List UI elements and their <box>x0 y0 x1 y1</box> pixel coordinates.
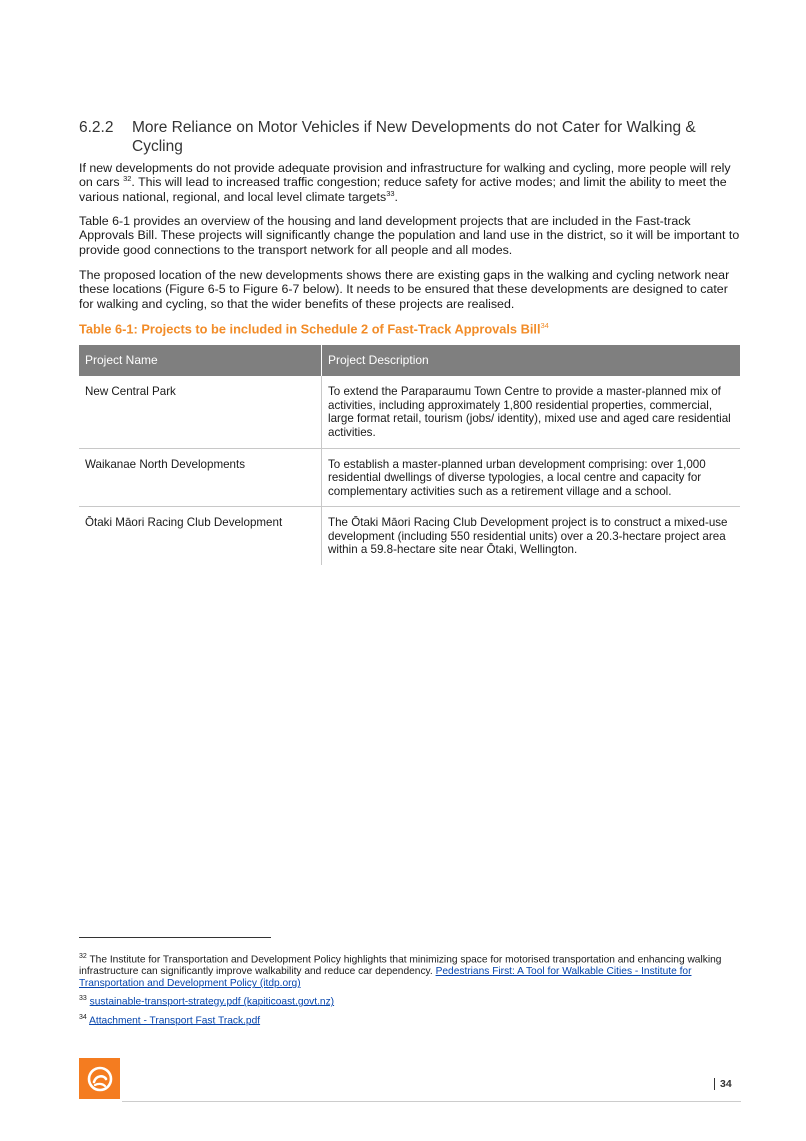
table-row <box>79 448 740 507</box>
project-description-cell: To establish a master-planned urban development comprising: over 1,000 residential dwellings of diverse typologies, a local centre and capacity for complementary activities such as a retirement village and a school. <box>322 448 741 507</box>
footnote-34 <box>79 1012 739 1027</box>
footnote-ref-32[interactable]: 32 <box>123 174 132 184</box>
footnote-33-link[interactable]: sustainable-transport-strategy.pdf (kapiticoast.govt.nz) <box>89 996 335 1008</box>
table-caption: Table 6-1: Projects to be included in Schedule 2 of Fast-Track Approvals Bill$^{34}$ <box>79 321 549 337</box>
footnote-33 <box>79 993 739 1008</box>
table-row <box>79 376 740 448</box>
footnote-separator <box>79 937 271 938</box>
project-description-cell: The Ōtaki Māori Racing Club Development project is to construct a mixed-use development (including 550 residential units) over a 20.3-hectare project area within a 59.8-hectare site near Ōtaki, Wellington. <box>322 507 741 565</box>
paragraph-2: Table 6-1 provides an overview of the housing and land development projects that are included in the Fast-track Approvals Bill. These projects will significantly change the population and land use in the district, so it will be important to provide good connections to the transport network for all people and all modes. <box>79 214 740 257</box>
footnote-34-link[interactable]: Attachment - Transport Fast Track.pdf <box>89 1015 261 1027</box>
footnote-number: 33 <box>79 995 87 1002</box>
page-number: 34 <box>714 1078 732 1090</box>
section-heading <box>79 118 739 156</box>
footnote-32: $^{32}$ The Institute for Transportation and Development Policy highlights that minimizing space for motorised transportation and enhancing walking infrastructure can significantly improve walkability and reduce car dependency. Pedestrians First: A Tool for Walkable Cities - Institute for Transportation and Development Policy (itdp.org) <box>79 953 722 990</box>
header-project-name: Project Name <box>79 345 322 376</box>
paragraph-3: The proposed location of the new developments shows there are existing gaps in the walking and cycling network near these locations (Figure 6-5 to Figure 6-7 below). It needs to be ensured that these developments are designed to cater for walking and cycling, so that the wider benefits of these projects are realised. <box>79 268 730 311</box>
paragraph-1: If new developments do not provide adequate provision and infrastructure for walking and cycling, more people will rely on cars $^{32}$. This will lead to increased traffic congestion; reduce safety for active modes; and limit the ability to meet the various national, regional, and local level climate targets$^{33}$. <box>79 161 731 204</box>
section-number: 6.2.2 <box>79 119 114 136</box>
footnote-number: 32 <box>79 953 87 960</box>
header-project-description: Project Description <box>322 345 741 376</box>
project-name-cell: New Central Park <box>79 376 322 448</box>
council-logo-icon <box>79 1058 120 1099</box>
table-row <box>79 507 740 565</box>
project-name-cell: Ōtaki Māori Racing Club Development <box>85 516 283 530</box>
footnote-number: 34 <box>79 1014 87 1021</box>
footnote-ref-33[interactable]: 33 <box>386 188 395 198</box>
project-name-cell: Waikanae North Developments <box>79 448 322 507</box>
footer-rule <box>122 1101 741 1102</box>
table-header-row <box>79 345 740 376</box>
footnote-32-link[interactable]: Pedestrians First: A Tool for Walkable Cities - Institute for Transportation and Development Policy (itdp.org) <box>79 966 692 990</box>
projects-table <box>79 345 740 565</box>
project-description-cell: To extend the Paraparaumu Town Centre to provide a master-planned mix of activities, including approximately 1,800 residential properties, commercial, large format retail, tourism (jobs/ identity), mixed use and aged care residential activities. <box>322 376 741 448</box>
section-title: More Reliance on Motor Vehicles if New Developments do not Cater for Walking & Cycling <box>132 119 696 155</box>
footnote-ref-34[interactable]: 34 <box>540 321 549 330</box>
logo-mark <box>86 1065 114 1093</box>
